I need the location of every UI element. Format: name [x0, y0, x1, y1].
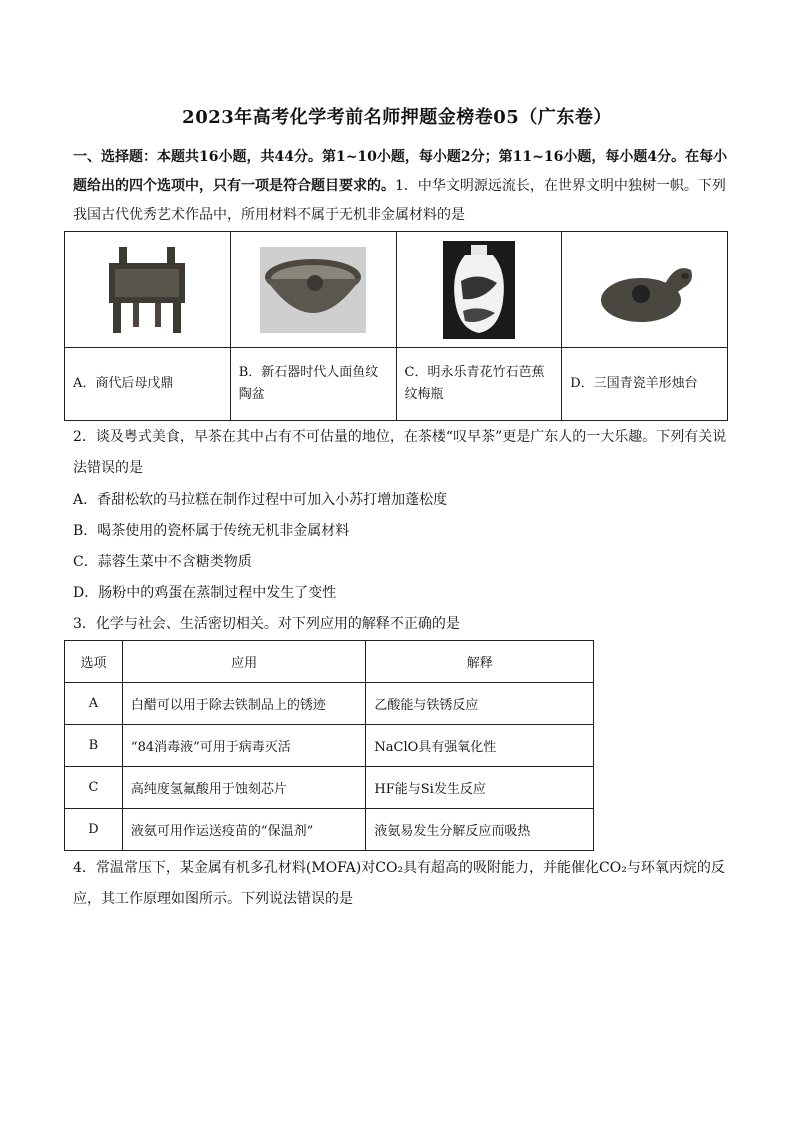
- table-row: [65, 809, 594, 851]
- option-d-label: D．三国青瓷羊形烛台: [562, 348, 728, 421]
- row-a-key: A: [65, 683, 123, 725]
- row-c-explanation: HF能与Si发生反应: [366, 767, 594, 809]
- question-2-stem-line2: 法错误的是: [73, 460, 143, 476]
- option-b-image-cell: [230, 232, 396, 348]
- row-d-key: D: [65, 809, 123, 851]
- row-b-application: “84消毒液”可用于病毒灭活: [122, 725, 366, 767]
- bronze-ding-image: [105, 245, 189, 335]
- question-2-stem-line1: 2．谈及粤式美食，早茶在其中占有不可估量的地位，在茶楼“叹早茶”更是广东人的一大乐趣。下列有关说: [73, 429, 727, 445]
- option-d-image-cell: [562, 232, 728, 348]
- row-c-application: 高纯度氢氟酸用于蚀刻芯片: [122, 767, 366, 809]
- row-b-key: B: [65, 725, 123, 767]
- table-header-explanation: 解释: [366, 641, 594, 683]
- row-b-explanation: NaClO具有强氧化性: [366, 725, 594, 767]
- table-row: [65, 767, 594, 809]
- question-2-option-a: A．香甜松软的马拉糕在制作过程中可加入小苏打增加蓬松度: [73, 492, 448, 508]
- celadon-sheep-image: [593, 248, 697, 332]
- blue-white-vase-image: [443, 241, 515, 339]
- question-2-option-d: D．肠粉中的鸡蛋在蒸制过程中发生了变性: [73, 585, 337, 601]
- row-a-explanation: 乙酸能与铁锈反应: [366, 683, 594, 725]
- question-1-stem: 1．中华文明源远流长，在世界文明中独树一帜。下列我国古代优秀艺术作品中，所用材料不属于无机非金属材料的是: [73, 178, 726, 223]
- row-d-application: 液氨可用作运送疫苗的“保温剂”: [122, 809, 366, 851]
- section-intro: [73, 143, 733, 230]
- question-4-stem-line2: 应，其工作原理如图所示。下列说法错误的是: [73, 891, 353, 907]
- row-a-application: 白醋可以用于除去铁制品上的锈迹: [122, 683, 366, 725]
- question-3-stem: 3．化学与社会、生活密切相关。对下列应用的解释不正确的是: [73, 616, 460, 632]
- row-c-key: C: [65, 767, 123, 809]
- table-row: [65, 725, 594, 767]
- table-header-option: 选项: [65, 641, 123, 683]
- option-a-image-cell: [65, 232, 231, 348]
- table-row: [65, 683, 594, 725]
- question-1-table: [64, 231, 728, 421]
- page-title: 2023年高考化学考前名师押题金榜卷05（广东卷）: [182, 107, 612, 128]
- question-2-option-c: C．蒜蓉生菜中不含糖类物质: [73, 554, 252, 570]
- option-a-label: A．商代后母戊鼎: [65, 348, 231, 421]
- question-4-stem-line1: 4．常温常压下，某金属有机多孔材料(MOFA)对CO₂具有超高的吸附能力，并能催化CO₂与环氧丙烷的反: [73, 860, 725, 876]
- row-d-explanation: 液氨易发生分解反应而吸热: [366, 809, 594, 851]
- option-c-label: C．明永乐青花竹石芭蕉纹梅瓶: [396, 348, 562, 421]
- question-2-option-b: B．喝茶使用的瓷杯属于传统无机非金属材料: [73, 523, 350, 539]
- section-heading: 一、选择题：本题共16小题，共44分。第1~10小题，每小题2分；第11~16小题，每小题4分。在每小题给出的四个选项中，只有一项是符合题目要求的。: [73, 149, 728, 194]
- option-b-label: B．新石器时代人面鱼纹陶盆: [230, 348, 396, 421]
- table-header-application: 应用: [122, 641, 366, 683]
- painted-basin-image: [260, 247, 366, 333]
- option-c-image-cell: [396, 232, 562, 348]
- question-3-table: [64, 640, 594, 851]
